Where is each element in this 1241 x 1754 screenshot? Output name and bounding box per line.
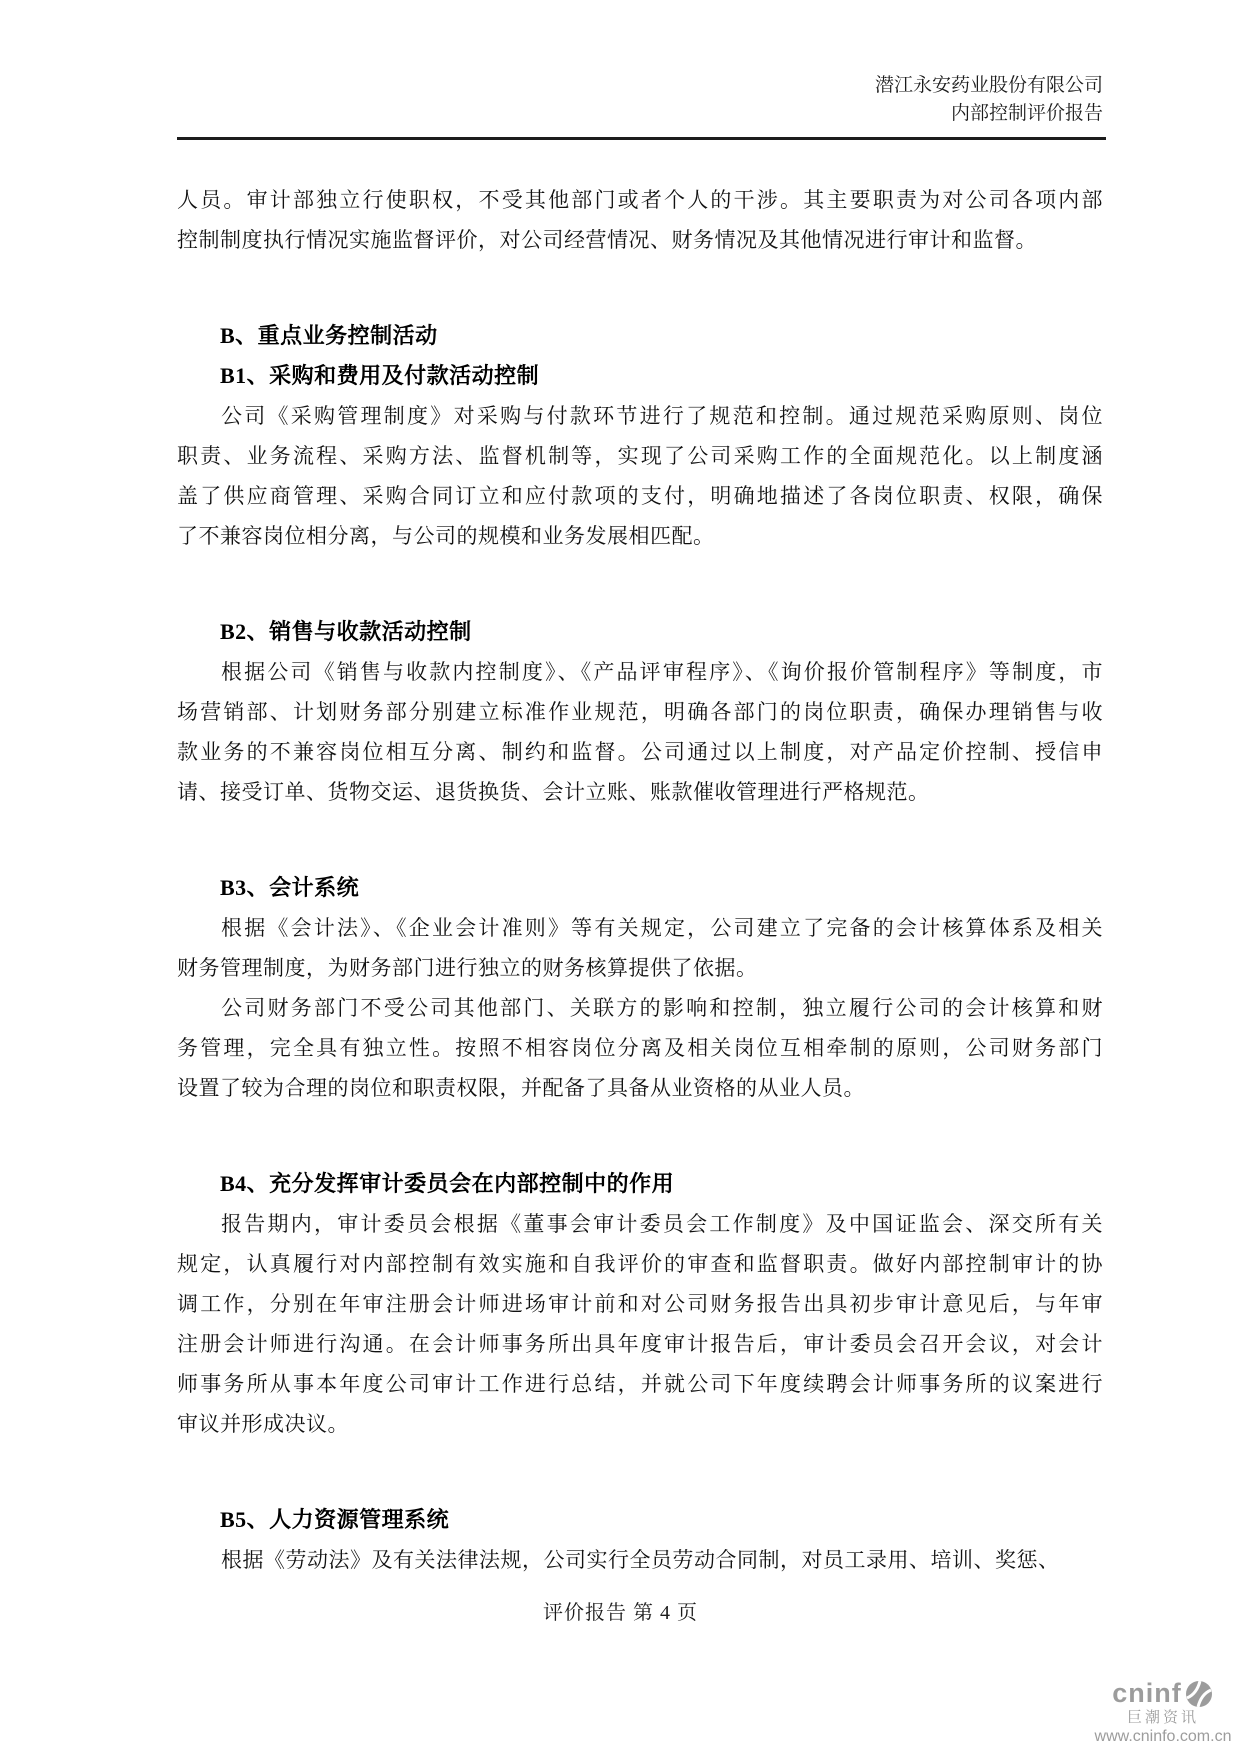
section-heading-b2: B2、销售与收款活动控制 [220,619,472,644]
header-report-title: 内部控制评价报告 [950,103,1103,124]
text-line: 场营销部、计划财务部分别建立标准作业规范，明确各部门的岗位职责，确保办理销售与收 [177,700,1103,724]
header-company-name: 潜江永安药业股份有限公司 [874,75,1103,96]
text-line: 请、接受订单、货物交运、退货换货、会计立账、账款催收管理进行严格规范。 [177,780,930,804]
text-line: 了不兼容岗位相分离，与公司的规模和业务发展相匹配。 [177,524,715,548]
text-line: 审议并形成决议。 [177,1412,349,1436]
cninfo-chinese-name: 巨潮资讯 [1126,1708,1199,1726]
section-heading-b5: B5、人力资源管理系统 [220,1507,450,1532]
text-line: 调工作，分别在年审注册会计师进场审计前和对公司财务报告出具初步审计意见后，与年审 [177,1292,1103,1316]
text-line: 盖了供应商管理、采购合同订立和应付款项的支付，明确地描述了各岗位职责、权限，确保 [177,484,1103,508]
text-line: 控制制度执行情况实施监督评价，对公司经营情况、财务情况及其他情况进行审计和监督。 [177,228,1037,252]
section-heading-b: B、重点业务控制活动 [220,323,438,348]
text-line: 设置了较为合理的岗位和职责权限，并配备了具备从业资格的从业人员。 [177,1076,865,1100]
text-line: 根据公司《销售与收款内控制度》、《产品评审程序》、《询价报价管制程序》等制度，市 [221,660,1103,684]
cninfo-globe-icon [1184,1679,1214,1709]
cninfo-url: www.cninfo.com.cn [1094,1728,1232,1746]
paragraph [177,908,1103,988]
document-body [177,180,1103,1580]
cninfo-logo-row [1088,1679,1238,1709]
text-line: 根据《劳动法》及有关法律法规，公司实行全员劳动合同制，对员工录用、培训、奖惩、 [221,1548,1060,1572]
text-line: 务管理，完全具有独立性。按照不相容岗位分离及相关岗位互相牵制的原则，公司财务部门 [177,1036,1103,1060]
text-line: 公司《采购管理制度》对采购与付款环节进行了规范和控制。通过规范采购原则、岗位 [221,404,1103,428]
text-line: 职责、业务流程、采购方法、监督机制等，实现了公司采购工作的全面规范化。以上制度涵 [177,444,1103,468]
paragraph [177,1540,1103,1580]
paragraph [177,988,1103,1108]
text-line: 根据《会计法》、《企业会计准则》等有关规定，公司建立了完备的会计核算体系及相关 [221,916,1103,940]
footer-page-number: 评价报告 第 4 页 [543,1602,698,1624]
text-line: 注册会计师进行沟通。在会计师事务所出具年度审计报告后，审计委员会召开会议，对会计 [177,1332,1103,1356]
cninfo-wordmark: cninf [1112,1678,1182,1709]
cninfo-watermark [1088,1679,1238,1746]
paragraph [177,652,1103,812]
text-line: 财务管理制度，为财务部门进行独立的财务核算提供了依据。 [177,956,758,980]
text-line: 报告期内，审计委员会根据《董事会审计委员会工作制度》及中国证监会、深交所有关 [221,1212,1103,1236]
header-divider-line [177,137,1106,140]
text-line: 公司财务部门不受公司其他部门、关联方的影响和控制，独立履行公司的会计核算和财 [221,996,1103,1020]
page-header [177,72,1103,128]
section-heading-b1: B1、采购和费用及付款活动控制 [220,363,540,388]
text-line: 师事务所从事本年度公司审计工作进行总结，并就公司下年度续聘会计师事务所的议案进行 [177,1372,1103,1396]
section-heading-b3: B3、会计系统 [220,875,360,900]
text-line: 人员。审计部独立行使职权，不受其他部门或者个人的干涉。其主要职责为对公司各项内部 [177,188,1103,212]
text-line: 规定，认真履行对内部控制有效实施和自我评价的审查和监督职责。做好内部控制审计的协 [177,1252,1103,1276]
section-heading-b4: B4、充分发挥审计委员会在内部控制中的作用 [220,1171,675,1196]
paragraph [177,396,1103,556]
text-line: 款业务的不兼容岗位相互分离、制约和监督。公司通过以上制度，对产品定价控制、授信申 [177,740,1103,764]
paragraph [177,1204,1103,1444]
paragraph [177,180,1103,260]
